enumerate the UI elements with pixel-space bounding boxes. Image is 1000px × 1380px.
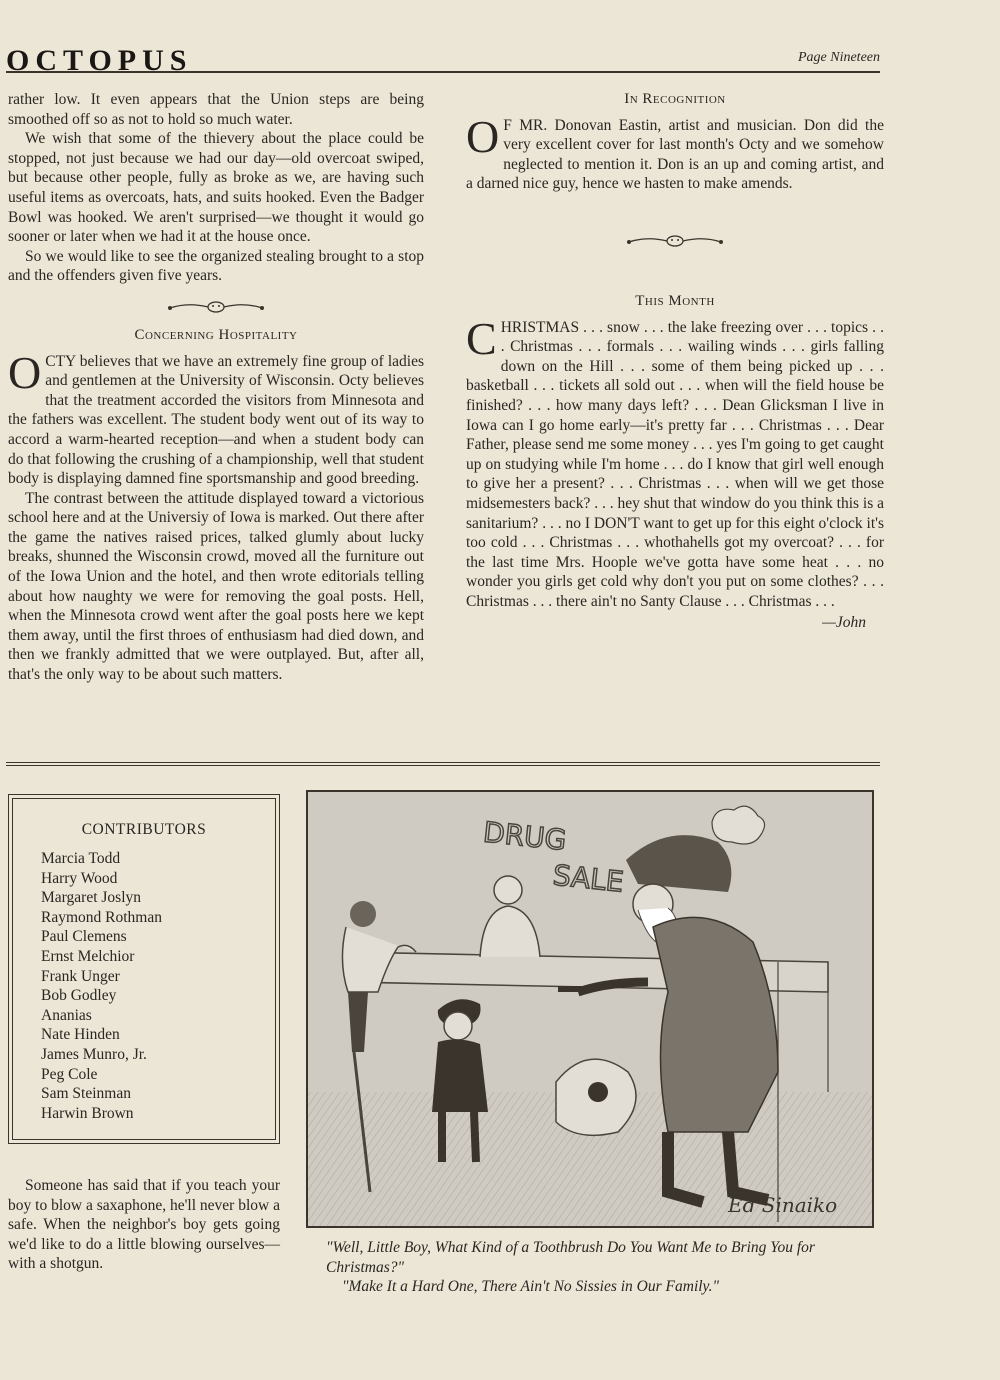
santa-cartoon-drawing — [308, 792, 872, 1226]
ornament-icon — [627, 234, 723, 248]
ornament-divider — [466, 234, 884, 250]
paragraph: CTY believes that we have an extremely fine group of ladies and gentlemen at the University of Wisconsin. Octy believes that the treatment accorded the visitors from Minnesota and the fathers was excellent. The student body went out of its way to accord a warm-hearted reception—and when a student body can do that following the crushing of a championship, well that student body is displaying damned fine sportsmanship and good breeding. — [8, 352, 424, 488]
list-item: Harwin Brown — [41, 1104, 134, 1122]
author-signature: —John — [822, 614, 866, 632]
section-heading: Concerning Hospitality — [134, 326, 298, 343]
section-heading: This Month — [635, 292, 715, 309]
list-item: Ernst Melchior — [41, 947, 135, 965]
cartoon-sign-drug: DRUG — [481, 815, 568, 858]
list-item: James Munro, Jr. — [41, 1045, 147, 1063]
contributors-box — [8, 794, 280, 1144]
paragraph: So we would like to see the organized stealing brought to a stop and the offenders given five years. — [8, 247, 424, 285]
paragraph: rather low. It even appears that the Union steps are being smoothed off so as not to hold so much water. — [8, 91, 424, 128]
list-item: Peg Cole — [41, 1065, 98, 1083]
page-number: Page Nineteen — [797, 50, 880, 65]
caption-line: "Make It a Hard One, There Ain't No Sissies in Our Family." — [342, 1278, 719, 1296]
ornament-divider — [8, 300, 424, 316]
drop-cap: C — [466, 312, 497, 364]
paragraph: The contrast between the attitude displayed toward a victorious school here and at the Universiy of Iowa is marked. Out there after the game the natives raised prices, talked glumly about lucky breaks, shunned the Wisconsin crowd, moved all the furniture out of the Iowa Union and the hotel, and then wrote editorials telling about how naughty we were for removing the goal posts. Hell, when the Minnesota crowd went after the goal posts here we kept them away, until the first throes of enthusiasm had died down, and then we frankly admitted that we were outplayed. But, after all, that's the only way to be about such matters. — [8, 489, 424, 684]
masthead: OCTOPUS — [6, 44, 193, 77]
list-item: Nate Hinden — [41, 1026, 120, 1044]
contributors-box-inner — [12, 798, 276, 1140]
list-item: Sam Steinman — [41, 1085, 131, 1103]
paragraph: Someone has said that if you teach your boy to blow a saxaphone, he'll never blow a safe. When the neighbor's boy gets going we'd like to do a little blowing ourselves—with a shotgun. — [8, 1177, 280, 1273]
paragraph: F MR. Donovan Eastin, artist and musician. Don did the very excellent cover for last month's Octy and we somehow neglected to mention it. Don is an up and coming artist, and a darned nice guy, hence we hasten to make amends. — [466, 116, 884, 193]
section-rule — [6, 765, 880, 766]
header-rule — [6, 71, 880, 73]
ornament-icon — [168, 300, 264, 314]
list-item: Margaret Joslyn — [41, 889, 142, 907]
list-item: Raymond Rothman — [41, 908, 162, 926]
list-item: Harry Wood — [41, 869, 118, 887]
paragraph: HRISTMAS . . . snow . . . the lake freezing over . . . topics . . . Christmas . . . formals . . . wailing winds . . . girls falling down on the Hill . . . some of them being picked up . . . basketball . . . tickets all sold out . . . when will the field house be finished? . . . how many days left? . . . Dean Glicksman I live in Iowa can I go home early—it's pretty far . . . Christmas . . . Dear Father, please send me some money . . . yes I'm going to get caught up on studying while I'm home . . . do I know that girl well enough to give her a present? . . . Christmas . . . when will we get those midsemesters back? . . . hey shut that window do you think this is a sanitarium? . . . no I DON'T want to get up for this eight o'clock it's too cold . . . Christmas . . . whothahells got my overcoat? . . . for the last time Mrs. Hoople we've gotta have some heat . . . no wonder you girls get cold why don't you put on some clothes? . . . Christmas . . . there ain't no Santy Clause . . . Christmas . . . — [466, 318, 885, 610]
drop-cap: O — [8, 346, 42, 398]
section-rule — [6, 762, 880, 763]
drop-cap: O — [466, 110, 500, 162]
contributors-title: CONTRIBUTORS — [81, 821, 207, 838]
left-column — [8, 90, 424, 685]
list-item: Bob Godley — [41, 987, 117, 1005]
artist-signature: Ed Sinaiko — [728, 1193, 838, 1217]
list-item: Marcia Todd — [41, 850, 121, 867]
cartoon-illustration — [306, 790, 874, 1228]
section-heading: In Recognition — [624, 91, 726, 107]
list-item: Ananias — [41, 1006, 92, 1024]
joke-paragraph — [8, 1176, 280, 1274]
list-item: Frank Unger — [41, 967, 120, 985]
caption-line: "Well, Little Boy, What Kind of a Toothbrush Do You Want Me to Bring You for Christmas?" — [326, 1239, 815, 1276]
contributors-list — [13, 849, 275, 1123]
list-item: Paul Clemens — [41, 928, 127, 946]
cartoon-sign-sale: SALE — [551, 858, 626, 899]
right-column — [466, 90, 884, 633]
paragraph: We wish that some of the thievery about the place could be stopped, not just because we had our day—old overcoat swiped, but because other people, fully as broke as we, are having such useful items as overcoats, hats, and suits hooked. Even the Badger Bowl was hooked. We aren't surprised—we thought it would go sooner or later when we had it at the house once. — [8, 130, 424, 246]
cartoon-caption — [326, 1238, 868, 1297]
